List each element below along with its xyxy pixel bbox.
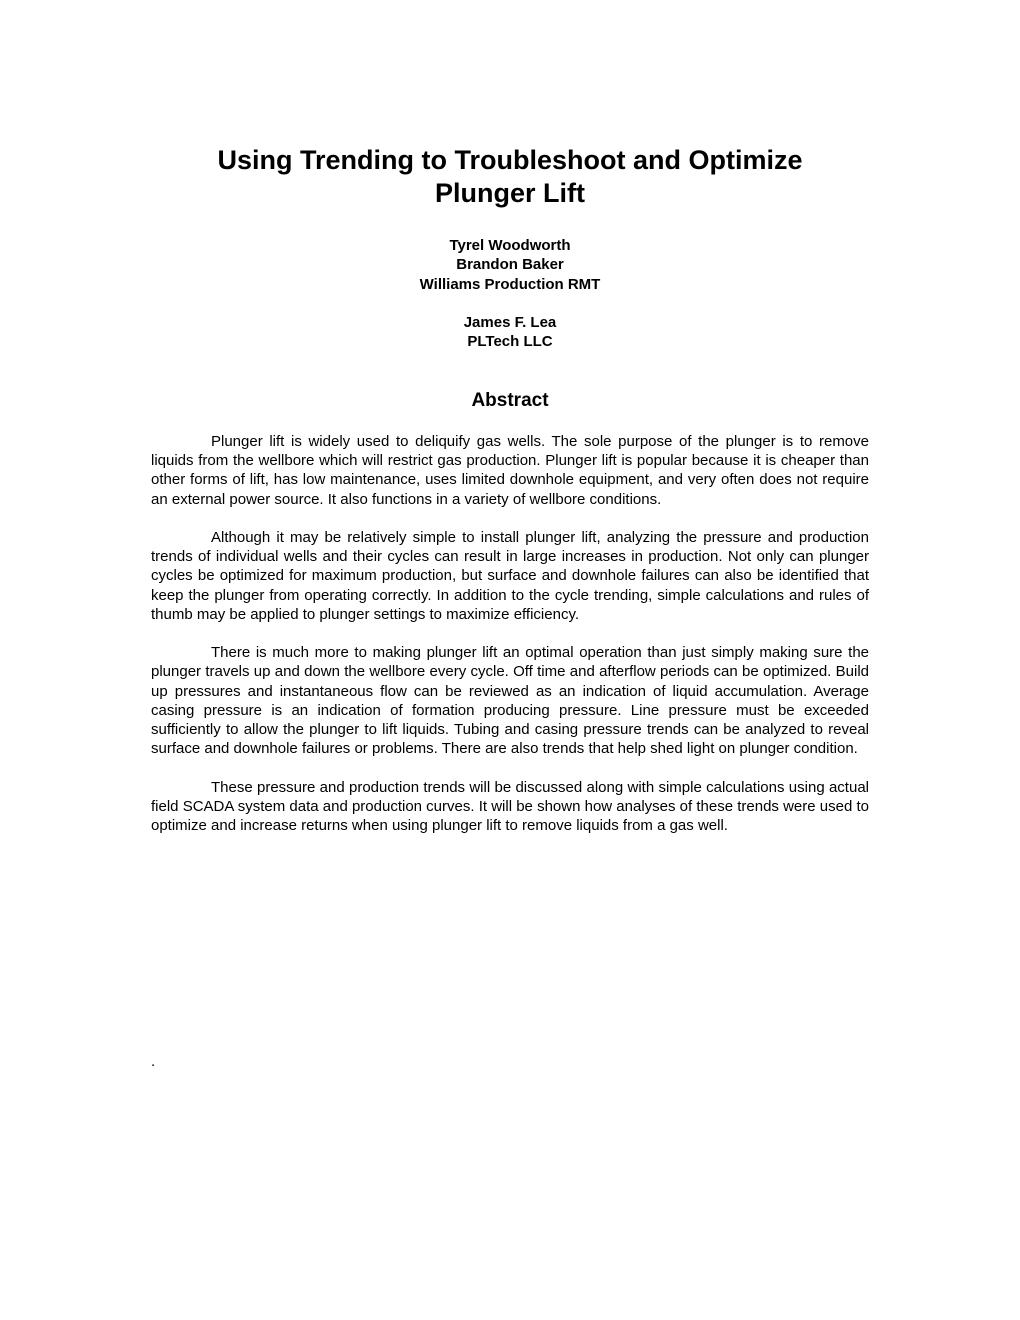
author-block-williams (151, 236, 869, 294)
author-name: Tyrel Woodworth (449, 237, 571, 254)
abstract-body (151, 432, 869, 854)
abstract-paragraph: Although it may be relatively simple to install plunger lift, analyzing the pressure and production trends of individual wells and their cycles can result in large increases in production. Not only can plunger cycles be optimized for maximum production, but surface and downhole failures can also be identified that keep the plunger from operating correctly. In addition to the cycle trending, simple calculations and rules of thumb may be applied to plunger settings to maximize efficiency. (151, 529, 869, 623)
author-affiliation: Williams Production RMT (419, 275, 601, 293)
author-name: James F. Lea (463, 314, 557, 331)
author-affiliation: PLTech LLC (467, 333, 553, 351)
paper-title (151, 144, 869, 210)
abstract-paragraph: There is much more to making plunger lift an optimal operation than just simply making sure the plunger travels up and down the wellbore every cycle. Off time and afterflow periods can be optimized. Build up pressures and instantaneous flow can be reviewed as an indication of liquid accumulation. Average casing pressure is an indication of formation producing pressure. Line pressure must be exceeded sufficiently to allow the plunger to lift liquids. Tubing and casing pressure trends can be analyzed to reveal surface and downhole failures or problems. There are also trends that help shed light on plunger condition. (151, 644, 869, 758)
author-block-pltech (151, 313, 869, 352)
stray-period-mark: . (151, 1053, 156, 1070)
abstract-heading: Abstract (471, 390, 549, 411)
paper-title-line-2: Plunger Lift (435, 178, 585, 208)
abstract-paragraph: Plunger lift is widely used to deliquify gas wells. The sole purpose of the plunger is to remove liquids from the wellbore which will restrict gas production. Plunger lift is popular because it is cheaper than other forms of lift, has low maintenance, uses limited downhole equipment, and very often does not require an external power source. It also functions in a variety of wellbore conditions. (151, 433, 869, 508)
paper-title-line-1: Using Trending to Troubleshoot and Optimize (217, 145, 803, 175)
author-name: Brandon Baker (456, 256, 564, 274)
abstract-paragraph: These pressure and production trends will be discussed along with simple calculations using actual field SCADA system data and production curves. It will be shown how analyses of these trends were used to optimize and increase returns when using plunger lift to remove liquids from a gas well. (151, 778, 869, 835)
